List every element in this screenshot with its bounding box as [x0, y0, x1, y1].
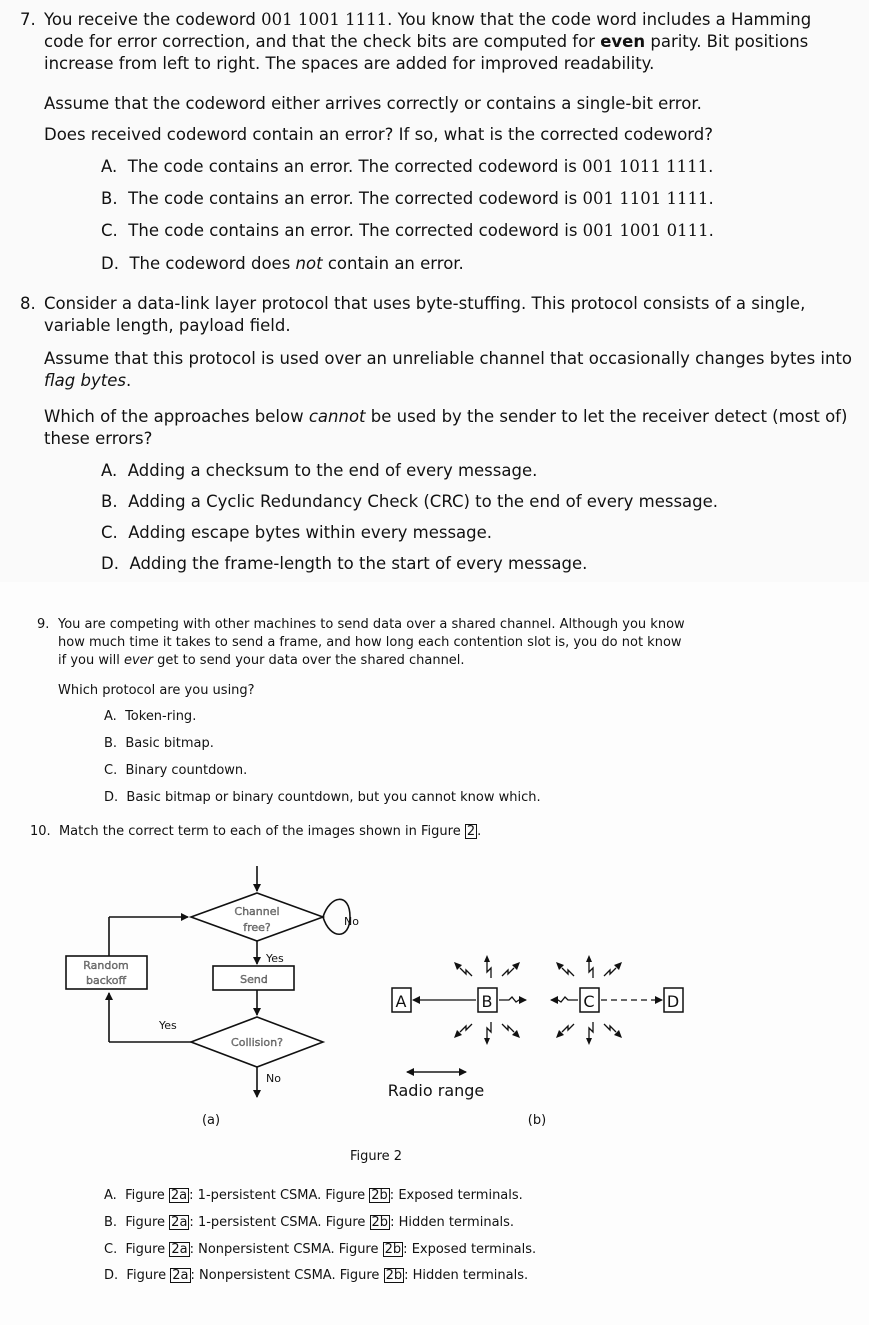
q7-line-1: You receive the codeword 001 1001 1111. You know that the code word includes a Hamming: [44, 10, 812, 29]
q7-paragraph-2: Assume that the codeword either arrives correctly or contains a single-bit error.: [44, 94, 702, 113]
q8-option-d[interactable]: D. Adding the frame-length to the start of every message.: [101, 554, 588, 573]
no-label-top: No: [344, 915, 359, 928]
collision-label: Collision?: [231, 1036, 283, 1049]
figure-2a-ref[interactable]: 2a: [170, 1188, 188, 1203]
q8-option-b[interactable]: B. Adding a Cyclic Redundancy Check (CRC) to the end of every message.: [101, 492, 719, 511]
figure-2a-ref[interactable]: 2a: [171, 1242, 188, 1257]
question-number: 7.: [20, 10, 36, 29]
q7-paragraph-3: Does received codeword contain an error? If so, what is the corrected codeword?: [44, 125, 714, 144]
question-number: 10.: [30, 824, 51, 839]
figure-2b-label: (b): [527, 1113, 547, 1128]
q8-option-a[interactable]: A. Adding a checksum to the end of every message.: [101, 461, 538, 480]
q9-line-1: You are competing with other machines to send data over a shared channel. Although you know: [58, 617, 685, 632]
send-label: Send: [240, 973, 268, 986]
channel-free-label-2: free?: [243, 921, 271, 934]
figure-2b-ref[interactable]: 2b: [384, 1242, 402, 1257]
q7-option-c[interactable]: C. The code contains an error. The corrected codeword is 001 1001 0111.: [101, 221, 714, 240]
q7-option-d[interactable]: D. The codeword does not contain an error.: [101, 254, 464, 273]
q8-line-1: Consider a data-link layer protocol that uses byte-stuffing. This protocol consists of a single,: [44, 294, 806, 313]
q9-option-a[interactable]: A. Token-ring.: [104, 709, 197, 724]
question-10: 10. Match the correct term to each of the images shown in Figure 2 .: [30, 824, 482, 839]
q10-option-d[interactable]: D. Figure 2a : Nonpersistent CSMA. Figure 2b : Hidden terminals.: [104, 1268, 529, 1283]
q9-option-b[interactable]: B. Basic bitmap.: [104, 736, 214, 751]
q9-option-d[interactable]: D. Basic bitmap or binary countdown, but you cannot know which.: [104, 790, 541, 805]
q7-option-a[interactable]: A. The code contains an error. The corrected codeword is 001 1011 1111.: [101, 157, 714, 176]
q7-line-2: code for error correction, and that the check bits are computed for even parity. Bit positions: [44, 32, 809, 51]
q9-line-3: if you will ever get to send your data over the shared channel.: [58, 653, 465, 668]
q8-option-c[interactable]: C. Adding escape bytes within every message.: [101, 523, 493, 542]
figure-2a-ref[interactable]: 2a: [172, 1268, 189, 1283]
question-number: 9.: [37, 617, 50, 632]
q9-paragraph-2: Which protocol are you using?: [58, 683, 255, 698]
backoff-label-2: backoff: [85, 974, 127, 987]
svg-text:C: C: [583, 992, 595, 1011]
q9-option-c[interactable]: C. Binary countdown.: [104, 763, 248, 778]
question-number: 8.: [20, 294, 36, 313]
figure-2a-label: (a): [201, 1113, 221, 1128]
figure-2b-ref[interactable]: 2b: [371, 1188, 388, 1203]
svg-text:A: A: [395, 992, 407, 1011]
figure-2b-ref[interactable]: 2b: [371, 1215, 389, 1230]
svg-text:B: B: [481, 992, 493, 1011]
q10-option-b[interactable]: B. Figure 2a : 1-persistent CSMA. Figure 2b : Hidden terminals.: [104, 1215, 515, 1230]
backoff-label-1: Random: [83, 959, 129, 972]
q10-line-1: Match the correct term to each of the images shown in Figure: [58, 824, 461, 839]
figure-ref-link[interactable]: 2: [466, 824, 476, 839]
figure-2b-ref[interactable]: 2b: [385, 1268, 403, 1283]
channel-free-label: Channel: [234, 905, 280, 918]
q7-line-3: increase from left to right. The spaces are added for improved readability.: [44, 54, 655, 73]
figure-2a-ref[interactable]: 2a: [171, 1215, 188, 1230]
figure-caption: Figure 2: [349, 1149, 403, 1164]
figure-2: [0, 850, 869, 1164]
q10-option-c[interactable]: C. Figure 2a : Nonpersistent CSMA. Figure 2b : Exposed terminals.: [104, 1242, 537, 1257]
yes-label-mid: Yes: [266, 952, 284, 965]
yes-label-left: Yes: [159, 1019, 177, 1032]
q7-option-b[interactable]: B. The code contains an error. The corrected codeword is 001 1101 1111.: [101, 189, 714, 208]
q8-paragraph-2: Assume that this protocol is used over an unreliable channel that occasionally changes bytes into flag bytes.: [44, 349, 853, 390]
q8-line-2: variable length, payload field.: [44, 316, 291, 335]
q10-option-a[interactable]: A. Figure 2a : 1-persistent CSMA. Figure 2b : Exposed terminals.: [104, 1188, 523, 1203]
radio-range-label: Radio range: [387, 1081, 485, 1100]
figure-2b-terminals: [388, 955, 683, 1100]
svg-text:D: D: [666, 992, 680, 1011]
q9-line-2: how much time it takes to send a frame, and how long each contention slot is, you do not know: [58, 635, 682, 650]
no-label-bottom: No: [266, 1072, 281, 1085]
q8-paragraph-3: Which of the approaches below cannot be used by the sender to let the receiver detect (most of) these errors?: [44, 407, 848, 448]
